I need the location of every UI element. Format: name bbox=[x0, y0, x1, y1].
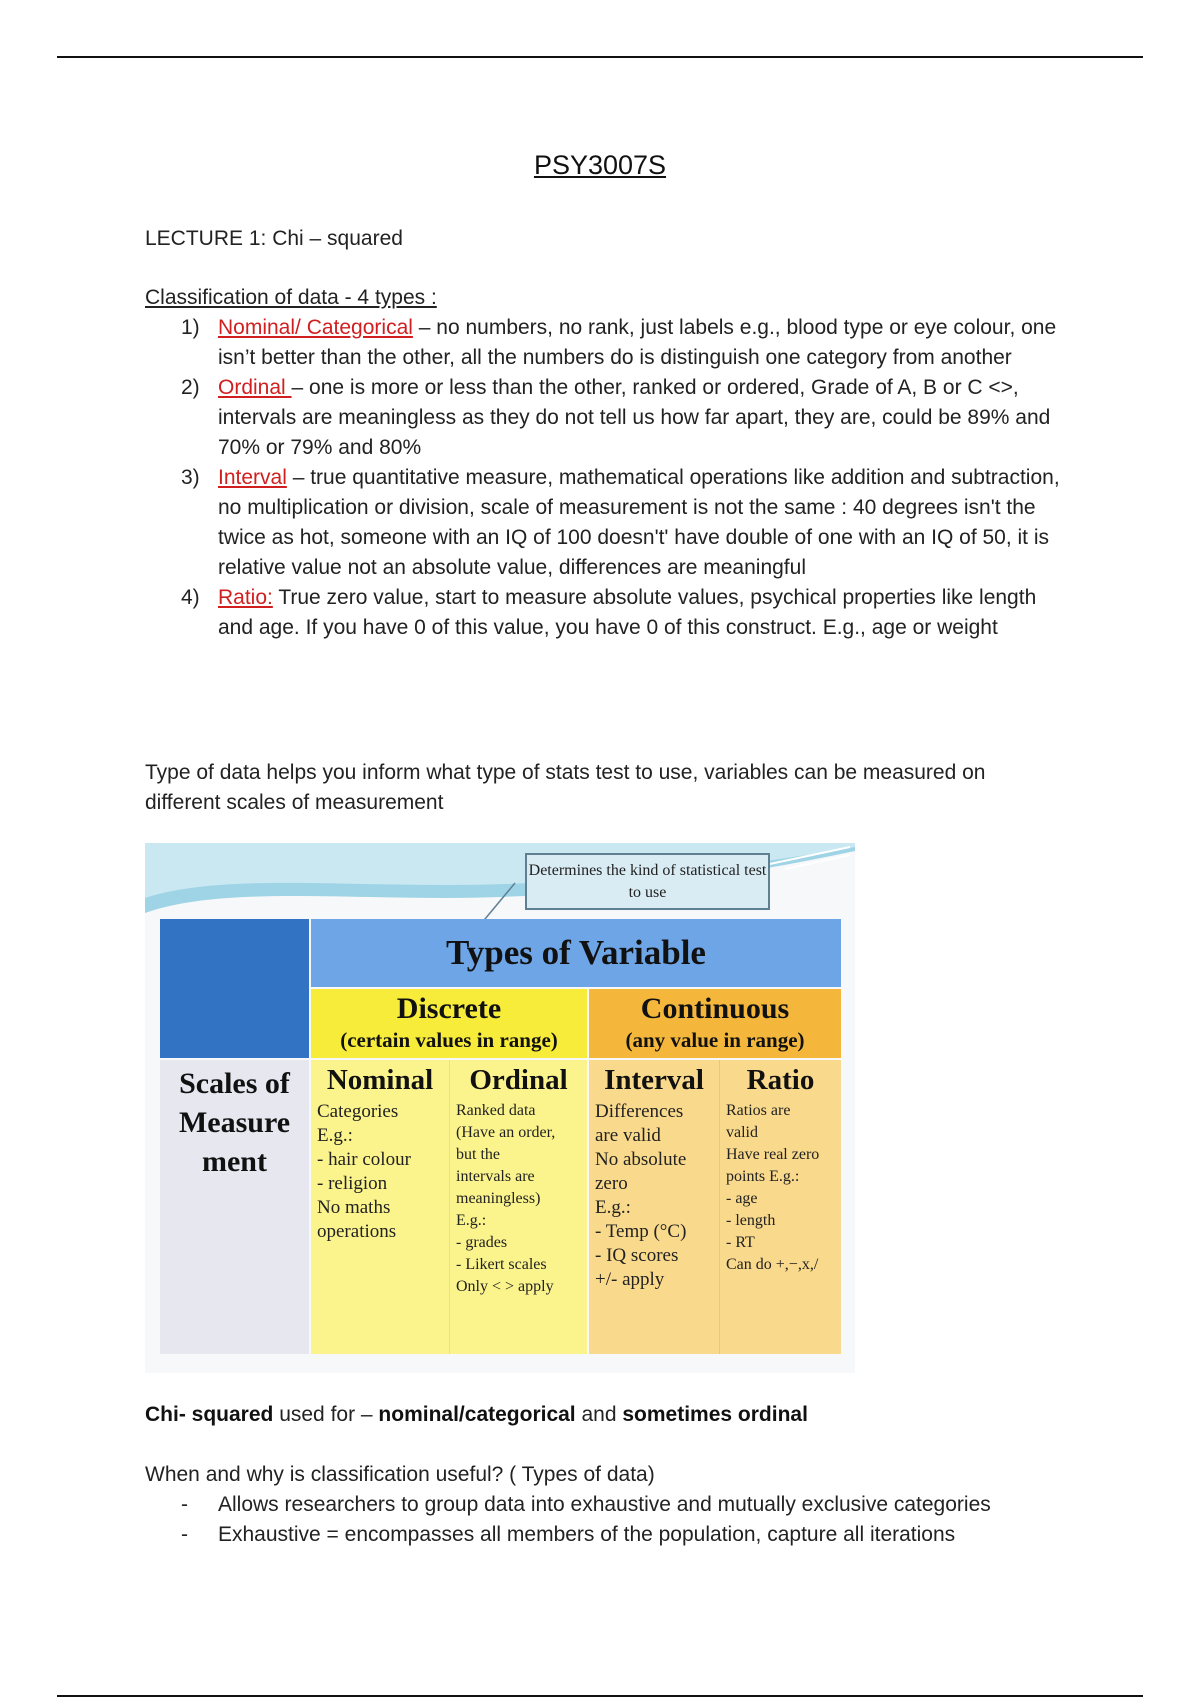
interval-column: Interval Differences are valid No absolute zero E.g.: - Temp (°C) - IQ scores +/- apply bbox=[589, 1060, 719, 1354]
list-item: - Allows researchers to group data into exhaustive and mutually exclusive categories bbox=[181, 1493, 991, 1516]
data-types-list bbox=[145, 313, 1065, 643]
type-paragraph: Type of data helps you inform what type of stats test to use, variables can be measured on different scales of measurement bbox=[145, 761, 986, 814]
list-item: - Exhaustive = encompasses all members of the population, capture all iterations bbox=[181, 1523, 956, 1546]
term-ratio: Ratio: bbox=[218, 586, 273, 609]
term-ordinal: Ordinal bbox=[218, 376, 292, 399]
figure-title: Types of Variable bbox=[311, 919, 841, 987]
list-item: 4) Ratio: True zero value, start to measure absolute values, psychical properties like length and age. If you have 0 of this value, you have 0 of this construct. E.g., age or weight bbox=[181, 586, 1037, 639]
classification-usefulness bbox=[145, 1460, 1065, 1550]
bottom-rule bbox=[57, 1695, 1143, 1697]
test-callout: Determines the kind of statistical test to use bbox=[525, 853, 770, 910]
corner-cell bbox=[160, 919, 309, 1058]
page-title: PSY3007S bbox=[533, 150, 667, 180]
ratio-column: Ratio Ratios are valid Have real zero points E.g.: - age - length - RT Can do +,−,x,/ bbox=[719, 1060, 841, 1354]
list-item: 2) Ordinal – one is more or less than the other, ranked or ordered, Grade of A, B or C <>, intervals are meaningless as they do not tell us how far apart, they are, could be 89% and 70% or 79% and 80% bbox=[181, 376, 1051, 459]
term-interval: Interval bbox=[218, 466, 287, 489]
continuous-header: Continuous (any value in range) bbox=[589, 989, 841, 1058]
nominal-column: Nominal Categories E.g.: - hair colour - religion No maths operations bbox=[311, 1060, 449, 1354]
usefulness-question: When and why is classification useful? ( Types of data) bbox=[145, 1463, 655, 1486]
list-item: 1) Nominal/ Categorical – no numbers, no rank, just labels e.g., blood type or eye colour, one isn’t better than the other, all the numbers do is distinguish one category from another bbox=[181, 316, 1057, 369]
top-rule bbox=[57, 56, 1143, 58]
types-of-variable-figure bbox=[145, 843, 855, 1373]
scales-of-measurement-label: Scales of Measure ment bbox=[160, 1060, 309, 1354]
usefulness-list bbox=[145, 1490, 1065, 1550]
ordinal-column: Ordinal Ranked data (Have an order, but the intervals are meaningless) E.g.: - grades - Likert scales Only < > apply bbox=[449, 1060, 587, 1354]
classification-section bbox=[145, 283, 1065, 643]
list-item: 3) Interval – true quantitative measure, mathematical operations like addition and subtraction, no multiplication or division, scale of measurement is not the same : 40 degrees isn't the twice as hot, someone with an IQ of 100 doesn't' have double of one with an IQ of 50, it is relative value not an absolute value, differences are meaningful bbox=[181, 466, 1060, 579]
term-nominal: Nominal/ Categorical bbox=[218, 316, 413, 339]
discrete-header: Discrete (certain values in range) bbox=[311, 989, 587, 1058]
chi-squared-usage: Chi- squared used for – nominal/categorical and sometimes ordinal bbox=[145, 1403, 808, 1426]
classification-heading: Classification of data - 4 types : bbox=[145, 286, 437, 309]
lecture-heading: LECTURE 1: Chi – squared bbox=[145, 227, 403, 250]
